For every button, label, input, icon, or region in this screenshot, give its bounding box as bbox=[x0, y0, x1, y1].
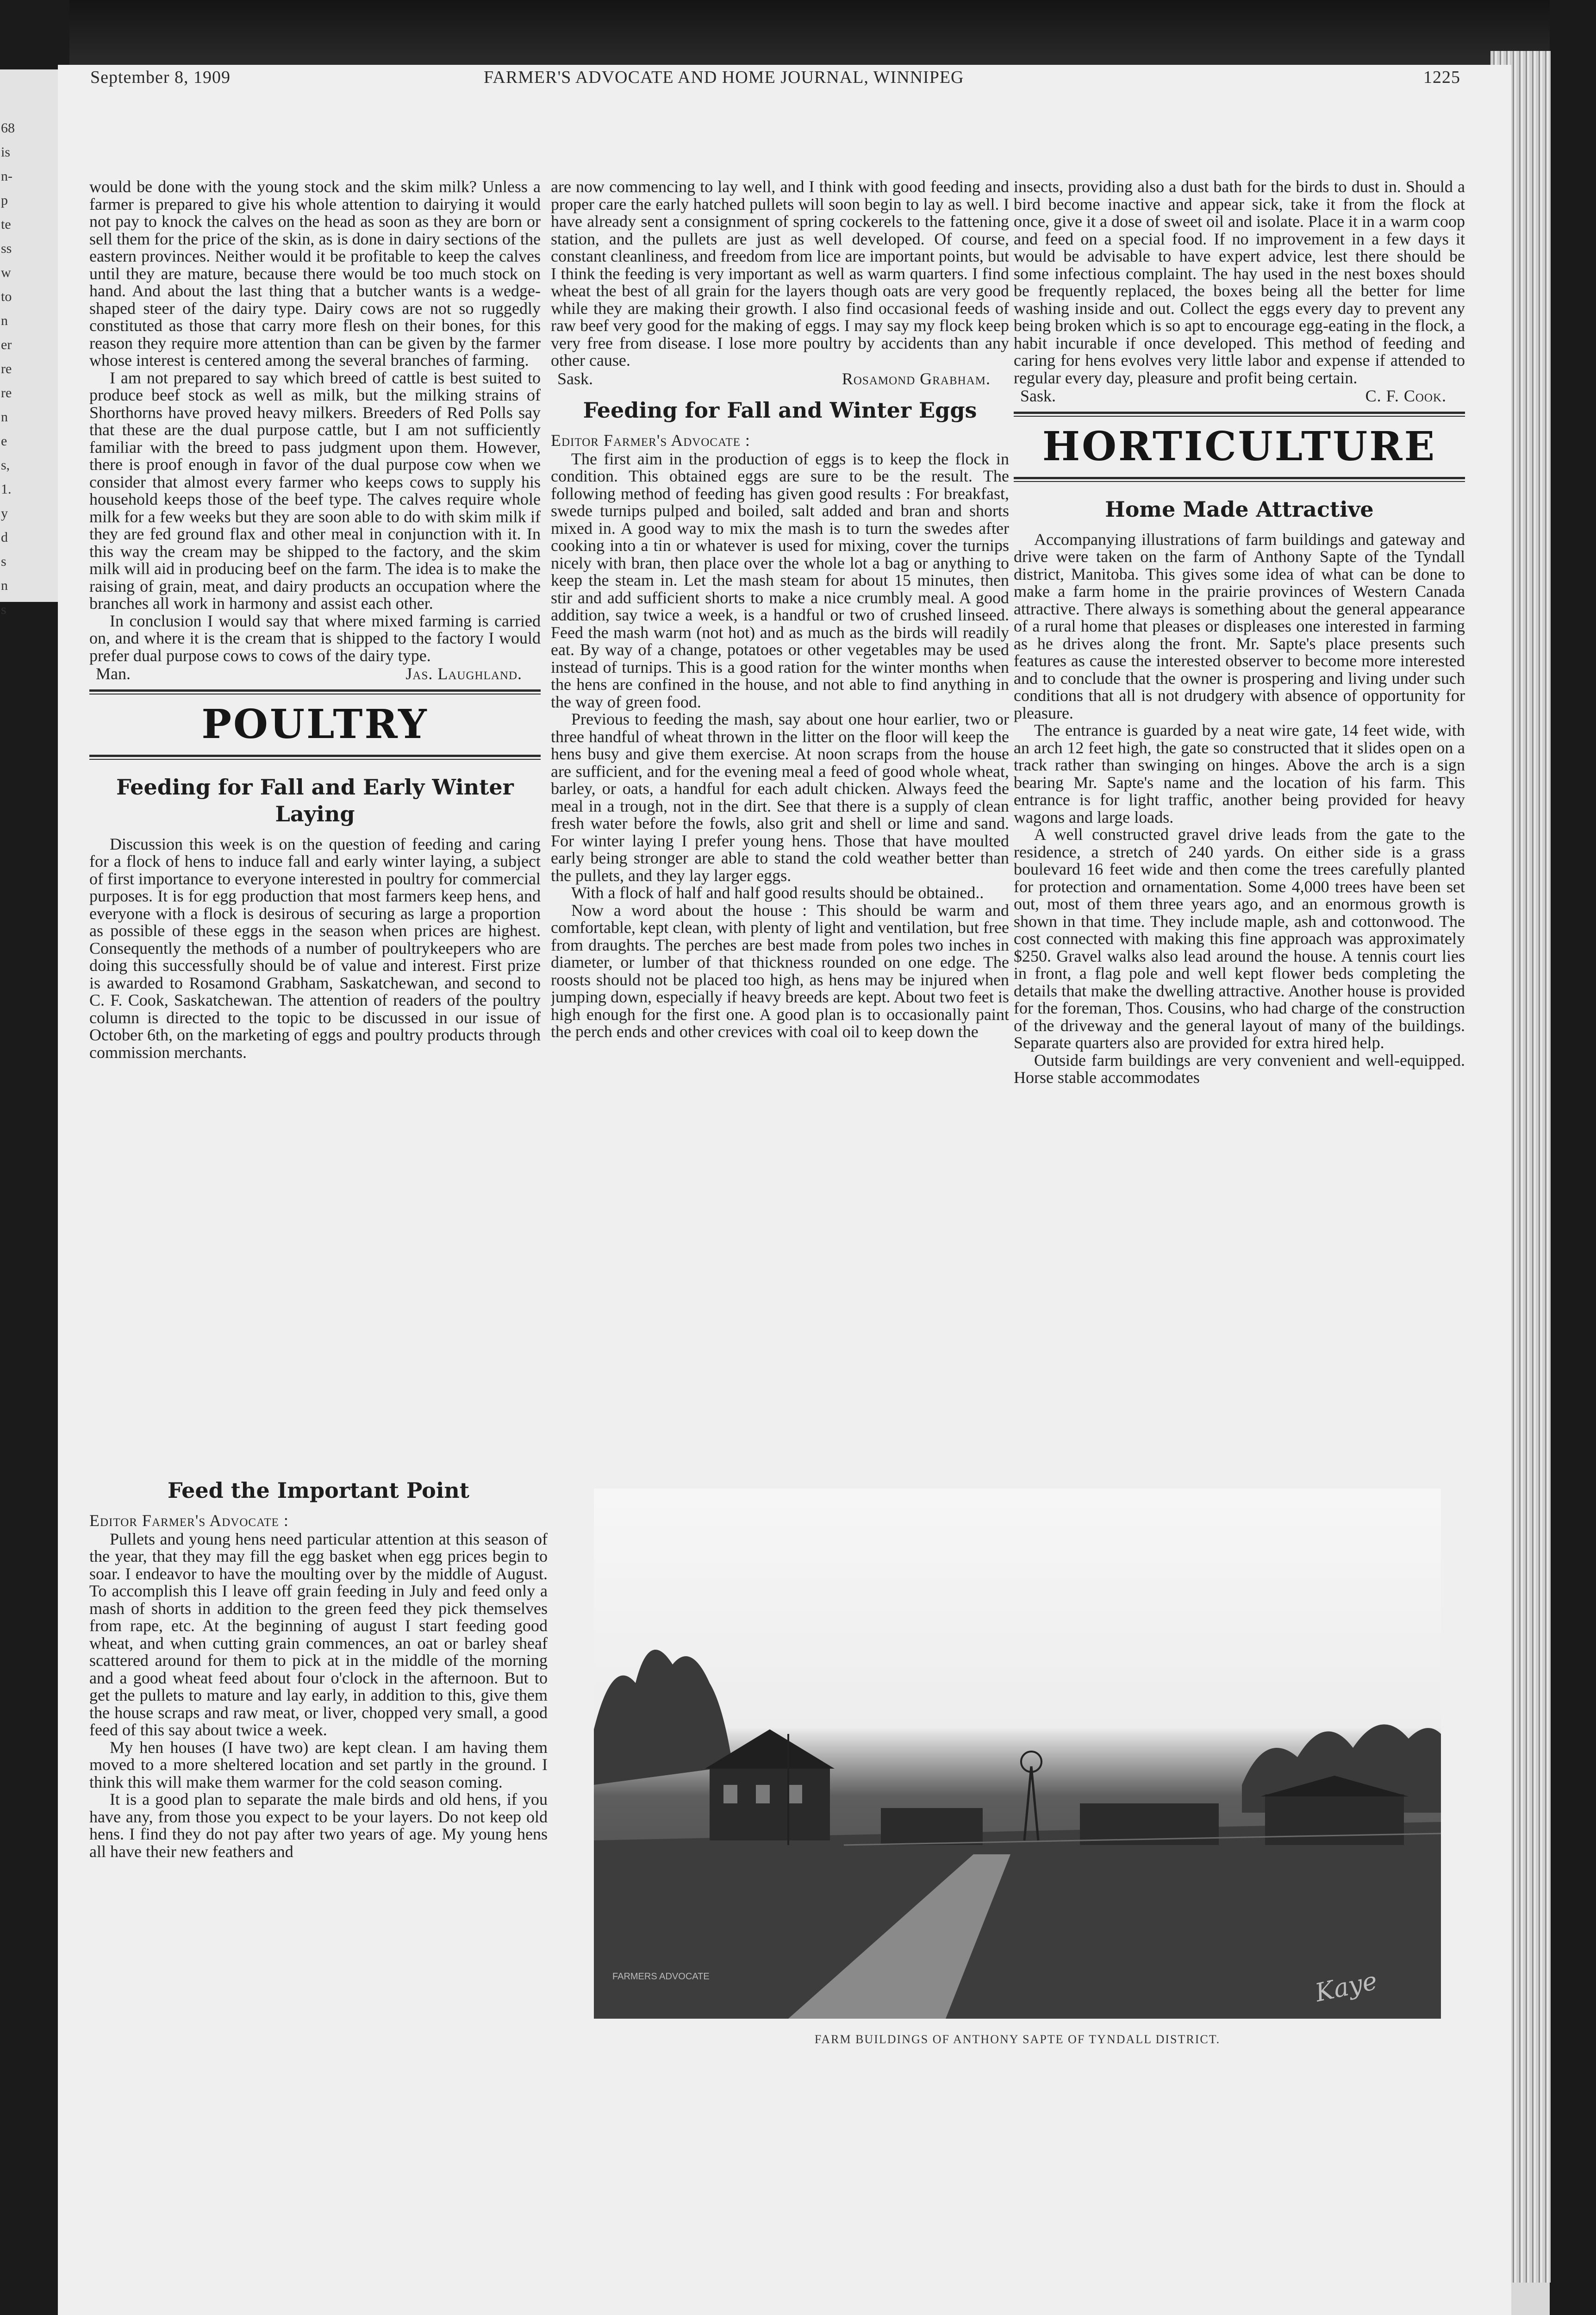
paragraph: My hen houses (I have two) are kept clean. I am having them moved to a more sheltered location and set partly in the ground. I think this will make them warmer for the cold season coming. bbox=[89, 1738, 548, 1791]
article-title: Feeding for Fall and Early Winter Laying bbox=[116, 774, 514, 826]
prev-page-fragment: te bbox=[1, 217, 11, 232]
section-heading-poultry bbox=[89, 689, 541, 760]
prev-page-fragment: to bbox=[1, 289, 12, 304]
paragraph: would be done with the young stock and the skim milk? Unless a farmer is prepared to give his whole attention to dairying it would not pay to knock the calves on the head as soon as they are born or sell them for the price of the skin, as is done in dairy sections of the eastern provinces. Neither would it be profitable to keep the calves until they are mature, because there would be too much stock on hand. And about the last thing that a butcher wants is a wedge-shaped steer of the dairy type. Dairy cows are not so ruggedly constituted as those that carry more flesh on their bones, for this reason they require more attention than can be given by the farmer whose interest is centered among the several branches of farming. bbox=[89, 178, 541, 369]
farm-buildings-photo bbox=[594, 1489, 1441, 2019]
paragraph: With a flock of half and half good results should be obtained.. bbox=[571, 883, 984, 902]
photo-illustration bbox=[594, 1489, 1441, 2019]
paragraph: Now a word about the house : This should be warm and comfortable, kept clean, with plenty of light and ventilation, but free from draughts. The perches are best made from poles two inches in diameter, or lumber of that thickness rounded on one edge. The roosts should not be placed too high, as hens may be injured when jumping down, especially if heavy breeds are kept. About two feet is high enough for the first one. A good plan is to occasionally paint the perch ends and other crevices with coal oil to keep down the bbox=[551, 901, 1009, 1041]
signature-name: C. F. Cook. bbox=[1365, 387, 1446, 405]
paragraph: insects, providing also a dust bath for the birds to dust in. Should a bird become inactive and appear sick, take it from the flock at once, give it a dose of sweet oil and isolate. Place it in a warm coop and feed on a special food. If no improvement in a few days it would be advisable to have expert advice, lest there should be some infectious complaint. The hay used in the nest boxes should be frequently replaced, the boxes being all the better for lime washing inside and out. Collect the eggs every day to prevent any being broken which is so apt to encourage egg-eating in the flock, a habit incurable if once developed. This method of feeding and caring for hens evolves very little labor and expense if attended to regular every day, pleasure and profit being certain. bbox=[1014, 178, 1465, 387]
paragraph: A well constructed gravel drive leads from the gate to the residence, a stretch of 240 yards. On either side is a grass boulevard 16 feet wide and then come the trees carefully planted for protection and ornamentation. Some 4,000 trees have been set out, most of them three years ago, and an enormous growth is shown in that time. They include maple, ash and cottonwood. The cost connected with making this fine approach was approximately $250. Gravel walks also lead around the house. A tennis court lies in front, a flag pole and well kept flower beds completing the details that make the dwelling attractive. Another house is provided for the foreman, Thos. Cousins, who had charge of the construction of the driveway and the general layout of many of the buildings. Separate quarters also are provided for extra hired help. bbox=[1014, 825, 1465, 1052]
section-title: POULTRY bbox=[201, 701, 429, 748]
field bbox=[594, 1822, 1441, 2019]
photo-caption: FARM BUILDINGS OF ANTHONY SAPTE OF TYNDALL DISTRICT. bbox=[814, 2033, 1221, 2046]
prev-page-fragment: n- bbox=[1, 169, 12, 184]
section-heading-horticulture bbox=[1014, 412, 1465, 482]
paragraph: It is a good plan to separate the male birds and old hens, if you have any, from those you expect to be your layers. Do not keep old hens. I find they do not pay after two years of age. My young hens all have their new feathers and bbox=[89, 1790, 548, 1861]
paragraph: Outside farm buildings are very convenient and well-equipped. Horse stable accommodates bbox=[1014, 1051, 1465, 1087]
editor-salutation: Editor Farmer's Advocate : bbox=[89, 1511, 289, 1530]
windmill bbox=[1021, 1752, 1041, 1840]
header-title: FARMER'S ADVOCATE AND HOME JOURNAL, WINNIPEG bbox=[484, 68, 964, 87]
double-rule bbox=[1014, 477, 1465, 482]
article-title: Feeding for Fall and Winter Eggs bbox=[583, 398, 977, 423]
article-title: Home Made Attractive bbox=[1105, 496, 1374, 522]
prev-page-fragment: s, bbox=[1, 457, 10, 473]
photo-stamp: FARMERS ADVOCATE bbox=[612, 1971, 710, 1982]
paragraph: Pullets and young hens need particular attention at this season of the year, that they may fill the egg basket when egg prices begin to soar. I endeavor to have the moulting over by the middle of August. To accomplish this I leave off grain feeding in July and feed only a mash of shorts in addition to the green feed they pick themselves from rape, etc. At the beginning of august I start feeding good wheat, and when cutting grain commences, an oat or barley sheaf scattered around for them to pick at in the middle of the morning and a good wheat feed about four o'clock in the afternoon. But to get the pullets to mature and lay early, in addition to this, give them the house scraps and raw meat, or liver, chopped very small, a good feed of this say about twice a week. bbox=[89, 1529, 548, 1739]
signature-name: Rosamond Grabham. bbox=[842, 369, 991, 388]
prev-page-fragment: s bbox=[1, 602, 6, 617]
prev-page-fragment: er bbox=[1, 337, 12, 352]
signature-name: Jas. Laughland. bbox=[405, 664, 522, 683]
signature-place: Sask. bbox=[557, 369, 593, 388]
prev-page-fragment: ss bbox=[1, 241, 12, 256]
photographer-signature: Kaye bbox=[1312, 1966, 1380, 2008]
paragraph: In conclusion I would say that where mixed farming is carried on, and where it is the cream that is shipped to the factory I would prefer dual purpose cows to cows of the dairy type. bbox=[89, 611, 541, 665]
column-3 bbox=[1014, 178, 1465, 1470]
column-2 bbox=[551, 178, 1009, 1470]
signature bbox=[551, 370, 1009, 388]
article-title: Feed the Important Point bbox=[167, 1478, 470, 1503]
prev-page-fragment: y bbox=[1, 506, 8, 521]
prev-page-fragment: p bbox=[1, 193, 8, 208]
signature bbox=[89, 665, 541, 683]
double-rule bbox=[89, 689, 541, 694]
prev-page-fragment: 1. bbox=[1, 482, 12, 497]
paragraph: Discussion this week is on the question of feeding and caring for a flock of hens to induce fall and early winter laying, a subject of first importance to everyone interested in poultry for commercial purposes. It is for egg production that most farmers keep hens, and everyone with a flock is desirous of securing as large a proportion as possible of these eggs in the season when prices are highest. Consequently the methods of a number of poultrykeepers who are doing this successfully should be of value and interest. First prize is awarded to Rosamond Grabham, Saskatchewan, and second to C. F. Cook, Saskatchewan. The attention of readers of the poultry column is directed to the topic to be discussed in our issue of October 6th, on the marketing of eggs and poultry products through commission merchants. bbox=[89, 834, 541, 1062]
header-date: September 8, 1909 bbox=[90, 68, 231, 87]
scan-border-right bbox=[1550, 0, 1596, 2315]
paragraph: Accompanying illustrations of farm buildings and gateway and drive were taken on the farm of Anthony Sapte of the Tyndall district, Manitoba. This gives some idea of what can be done to make a farm home in the prairie provinces of Western Canada attractive. There always is something about the general appearance of a rural home that pleases or displeases one interested in farming as he drives along the front. Mr. Sapte's place presents such features as cause the interested observer to become more interested and to conclude that the owner is prospering and living under such conditions that all is not drudgery with absence of opportunity for pleasure. bbox=[1014, 530, 1465, 722]
section-title: HORTICULTURE bbox=[1042, 423, 1437, 470]
paragraph: Previous to feeding the mash, say about one hour earlier, two or three handful of wheat thrown in the litter on the floor will keep the hens busy and give them exercise. At noon scraps from the house are sufficient, and for the evening meal a feed of good whole wheat, barley, or oats, a handful for each adult chicken. Always feed the meal in a trough, not in the dirt. See that there is a supply of clean fresh water before the fowls, also grit and shell or lime and sand. For winter laying I prefer young hens. Those that have moulted early being stronger are able to stand the cold weather better than the pullets, and they lay larger eggs. bbox=[551, 710, 1009, 885]
editor-salutation: Editor Farmer's Advocate : bbox=[551, 431, 750, 450]
paragraph: The entrance is guarded by a neat wire gate, 14 feet wide, with an arch 12 feet high, the gate so constructed that it slides open on a track rather than swinging on hinges. Above the arch is a sign bearing Mr. Sapte's name and the location of his farm. This entrance is for light traffic, another being provided for heavy wagons and large loads. bbox=[1014, 721, 1465, 826]
prev-page-fragment: is bbox=[1, 144, 11, 160]
signature-place: Man. bbox=[96, 664, 131, 683]
double-rule bbox=[89, 755, 541, 760]
prev-page-fragment: n bbox=[1, 409, 8, 425]
prev-page-fragment: e bbox=[1, 433, 7, 449]
column-1-lower bbox=[89, 1468, 548, 2315]
prev-page-fragment: 68 bbox=[1, 120, 15, 136]
double-rule bbox=[1014, 412, 1465, 417]
header-page-number: 1225 bbox=[1423, 68, 1460, 87]
prev-page-fragment: w bbox=[1, 265, 11, 280]
paragraph: The first aim in the production of eggs is to keep the flock in condition. This obtained eggs are sure to be the result. The following method of feeding has given good results : For breakfast, swede turnips pulped and boiled, salt added and bran and shorts mixed in. A good way to mix the mash is to turn the swedes after cooking into a tin or whatever is used for mixing, cover the turnips nicely with bran, then place over the whole lot a bag or anything to keep the steam in. Let the mash steam for about 15 minutes, then stir and add sufficient shorts to make a nice crumbly meal. A good addition, say twice a week, is a handful or two of crushed linseed. Feed the mash warm (not hot) and as much as the birds will readily eat. By way of a change, potatoes or other vegetables may be used instead of turnips. This is a good ration for the winter months when the hens are confined in the house, and not able to find anything in the way of green food. bbox=[551, 449, 1009, 711]
signature-place: Sask. bbox=[1020, 387, 1056, 405]
column-1 bbox=[89, 178, 541, 1454]
prev-page-fragment: s bbox=[1, 554, 6, 569]
barns bbox=[881, 1776, 1409, 1845]
prev-page-fragment: d bbox=[1, 530, 8, 545]
paragraph: I am not prepared to say which breed of cattle is best suited to produce beef stock as well as milk, but the milking strains of Shorthorns have proved heavy milkers. Breeders of Red Polls say that these are the dual purpose cattle, but I am not sufficiently familiar with the breed to pass judgment upon them. However, there is proof enough in favor of the dual purpose cow when we consider that almost every farmer who keeps cows to supply his household keeps those of the beef type. The calves require whole milk for a few weeks but they are soon able to do with skim milk if they are fed ground flax and other meal in conjunction with it. In this way the cream may be shipped to the factory, and the skim milk will aid in producing beef on the farm. The idea is to make the raising of grain, meat, and dairy products an occupation where the branches all work in harmony and assist each other. bbox=[89, 368, 541, 613]
prev-page-fragment: re bbox=[1, 385, 12, 400]
paragraph: are now commencing to lay well, and I think with good feeding and proper care the early hatched pullets will soon begin to lay as well. I have already sent a consignment of spring cockerels to the fattening station, and the pullets are just as well developed. Of course, constant cleanliness, and freedom from lice are important points, but I think the feeding is very important as well as warm quarters. I find wheat the best of all grain for the layers though oats are very good while they are making their growth. I also find occasional feeds of raw beef very good for the making of eggs. I may say my flock keep very free from disease. I lose more poultry by accidents than any other cause. bbox=[551, 178, 1009, 369]
previous-page-margin bbox=[0, 69, 58, 617]
prev-page-fragment: n bbox=[1, 313, 8, 328]
prev-page-fragment: re bbox=[1, 361, 12, 376]
signature bbox=[1014, 388, 1465, 405]
prev-page-fragment: n bbox=[1, 578, 8, 593]
scan-border-top bbox=[0, 0, 1596, 69]
running-header bbox=[90, 67, 1460, 95]
